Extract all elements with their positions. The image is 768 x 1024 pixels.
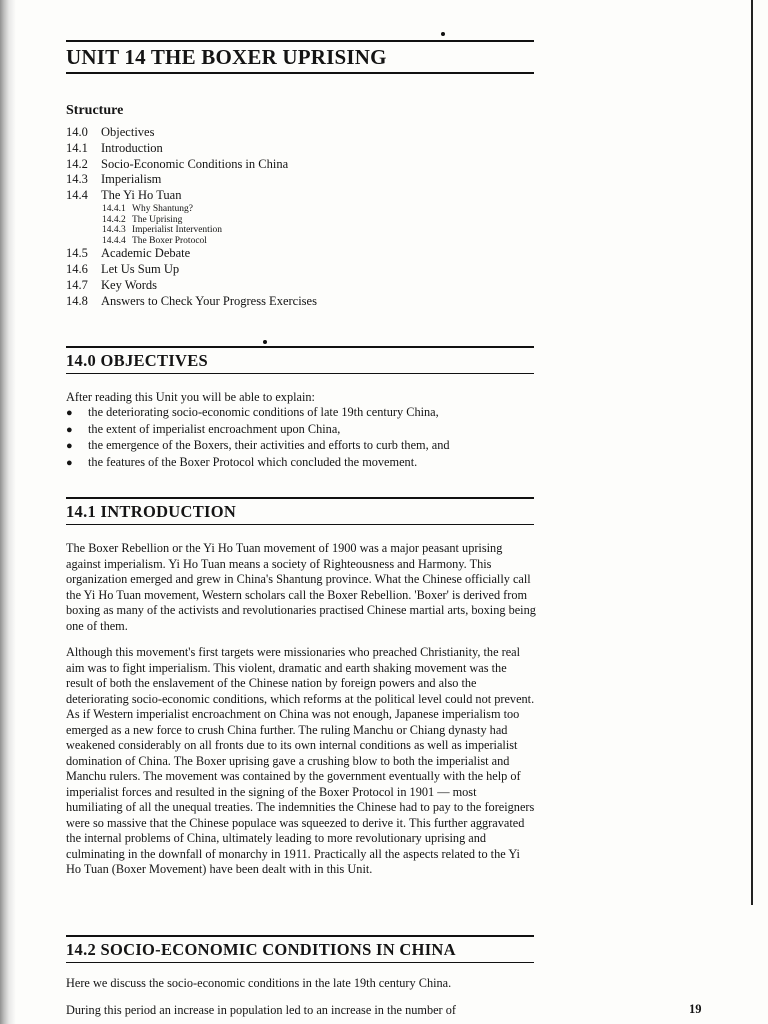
objective-text: the emergence of the Boxers, their activities and efforts to curb them, and xyxy=(88,438,450,453)
toc-item xyxy=(66,172,317,188)
scan-binding-edge xyxy=(0,0,16,1024)
table-of-contents xyxy=(66,125,317,310)
toc-item-label: Objectives xyxy=(101,125,155,139)
toc-item-number: 14.4 xyxy=(66,188,88,203)
toc-item-number: 14.7 xyxy=(66,277,88,292)
toc-item-label: Why Shantung? xyxy=(132,203,193,214)
objectives-heading: 14.0 OBJECTIVES xyxy=(66,351,209,370)
section-rule-top xyxy=(66,935,534,937)
socio-economic-paragraph-2: During this period an increase in population led to an increase in the number of xyxy=(66,1003,456,1017)
toc-item xyxy=(66,188,317,204)
bullet-icon: ● xyxy=(66,423,73,436)
toc-item-label: Let Us Sum Up xyxy=(101,262,180,277)
section-rule-bottom xyxy=(66,373,534,374)
title-rule-bottom xyxy=(66,72,534,74)
introduction-paragraph-2: Although this movement's first targets were missionaries who preached Christianity, the real aim was to fight imperialism. This violent, dramatic and earth shaking movement was the result of both the enslavement of the Chinese nation by foreign powers and also the deteriorating socio-economic conditions, which reforms at the political level could not prevent. As if Western imperialist encroachment on China was not enough, Japanese imperialism too emerged as a new force to crush China further. The ruling Manchu or Chiang dynasty had weakened considerably on all fronts due to its own internal conditions as well as imperialist domination of China. The Boxer uprising gave a crushing blow to both the imperialist and Manchu rulers. The movement was contained by the government eventually with the help of imperialist forces and resulted in the signing of the Boxer Protocol in 1901 — most humiliating of all the unequal treaties. The indemnities the Chinese had to pay to the foreigners were so massive that the Chinese populace was squeezed to derive it. This further aggravated the internal problems of China, ultimately leading to more revolutionary uprising and culminating in the downfall of monarchy in 1911. Practically all the aspects related to the Yi Ho Tuan (Boxer Movement) have been dealt with in this Unit. xyxy=(66,645,535,876)
toc-item-number: 14.3 xyxy=(66,172,88,187)
page-number: 19 xyxy=(689,1002,702,1016)
toc-item-number: 14.4.3 xyxy=(102,225,126,236)
toc-item-label: Socio-Economic Conditions in China xyxy=(101,156,289,171)
objective-item xyxy=(66,455,450,472)
section-rule-bottom xyxy=(66,524,534,525)
socio-economic-paragraph-1: Here we discuss the socio-economic conditions in the late 19th century China. xyxy=(66,976,452,990)
objective-text: the features of the Boxer Protocol which concluded the movement. xyxy=(88,454,418,469)
objective-text: the deteriorating socio-economic conditions of late 19th century China, xyxy=(88,405,439,419)
toc-item-number: 14.0 xyxy=(66,125,88,139)
bullet-icon: ● xyxy=(66,456,73,469)
toc-item-number: 14.4.1 xyxy=(102,203,126,214)
toc-item xyxy=(66,204,317,215)
toc-item xyxy=(66,236,317,247)
margin-rule xyxy=(751,0,753,905)
objective-item xyxy=(66,438,450,455)
toc-item-number: 14.8 xyxy=(66,293,88,308)
objectives-list xyxy=(66,405,450,471)
scan-speck xyxy=(441,32,445,36)
objective-text: the extent of imperialist encroachment upon China, xyxy=(88,421,341,436)
toc-item-number: 14.2 xyxy=(66,156,88,171)
toc-item-label: The Uprising xyxy=(132,214,183,225)
toc-item-label: Answers to Check Your Progress Exercises xyxy=(101,293,317,308)
toc-item xyxy=(66,262,317,278)
toc-item-label: Key Words xyxy=(101,277,158,292)
objective-item xyxy=(66,422,450,439)
toc-item xyxy=(66,157,317,173)
toc-item xyxy=(66,246,317,262)
toc-item-number: 14.4.4 xyxy=(102,235,126,246)
toc-item-label: Imperialism xyxy=(101,172,162,187)
toc-item-number: 14.4.2 xyxy=(102,214,126,225)
toc-item-label: Academic Debate xyxy=(101,246,191,261)
toc-item xyxy=(66,125,317,141)
toc-item xyxy=(66,225,317,236)
section-rule-top xyxy=(66,497,534,499)
toc-item-number: 14.6 xyxy=(66,262,88,277)
toc-item-number: 14.5 xyxy=(66,246,88,261)
introduction-paragraph-1: The Boxer Rebellion or the Yi Ho Tuan movement of 1900 was a major peasant uprising against imperialism. Yi Ho Tuan means a society of Righteousness and Harmony. This organization emerged and grew in China's Shantung province. What the Chinese officially call the Yi Ho Tuan movement, Western scholars call the Boxer Rebellion. 'Boxer' is derived from boxing as many of the activists and revolutionaries practised Chinese martial arts, boxing being one of them. xyxy=(66,541,536,633)
toc-item-label: The Yi Ho Tuan xyxy=(101,188,182,203)
section-rule-bottom xyxy=(66,962,534,963)
toc-item-label: The Boxer Protocol xyxy=(132,235,207,246)
scan-speck xyxy=(263,340,267,344)
title-rule-top xyxy=(66,40,534,42)
bullet-icon: ● xyxy=(66,440,73,453)
introduction-heading: 14.1 INTRODUCTION xyxy=(66,502,237,521)
toc-item-label: Introduction xyxy=(101,140,163,155)
objectives-intro: After reading this Unit you will be able to explain: xyxy=(66,390,315,404)
unit-title: UNIT 14 THE BOXER UPRISING xyxy=(66,45,387,69)
objective-item xyxy=(66,405,450,422)
toc-item xyxy=(66,278,317,294)
toc-item xyxy=(66,294,317,310)
toc-item xyxy=(66,215,317,226)
bullet-icon: ● xyxy=(66,407,73,419)
structure-heading: Structure xyxy=(66,103,124,118)
toc-item-number: 14.1 xyxy=(66,140,88,155)
toc-item-label: Imperialist Intervention xyxy=(132,225,222,236)
toc-item xyxy=(66,141,317,157)
section-rule-top xyxy=(66,346,534,348)
socio-economic-heading: 14.2 SOCIO-ECONOMIC CONDITIONS IN CHINA xyxy=(66,940,456,959)
